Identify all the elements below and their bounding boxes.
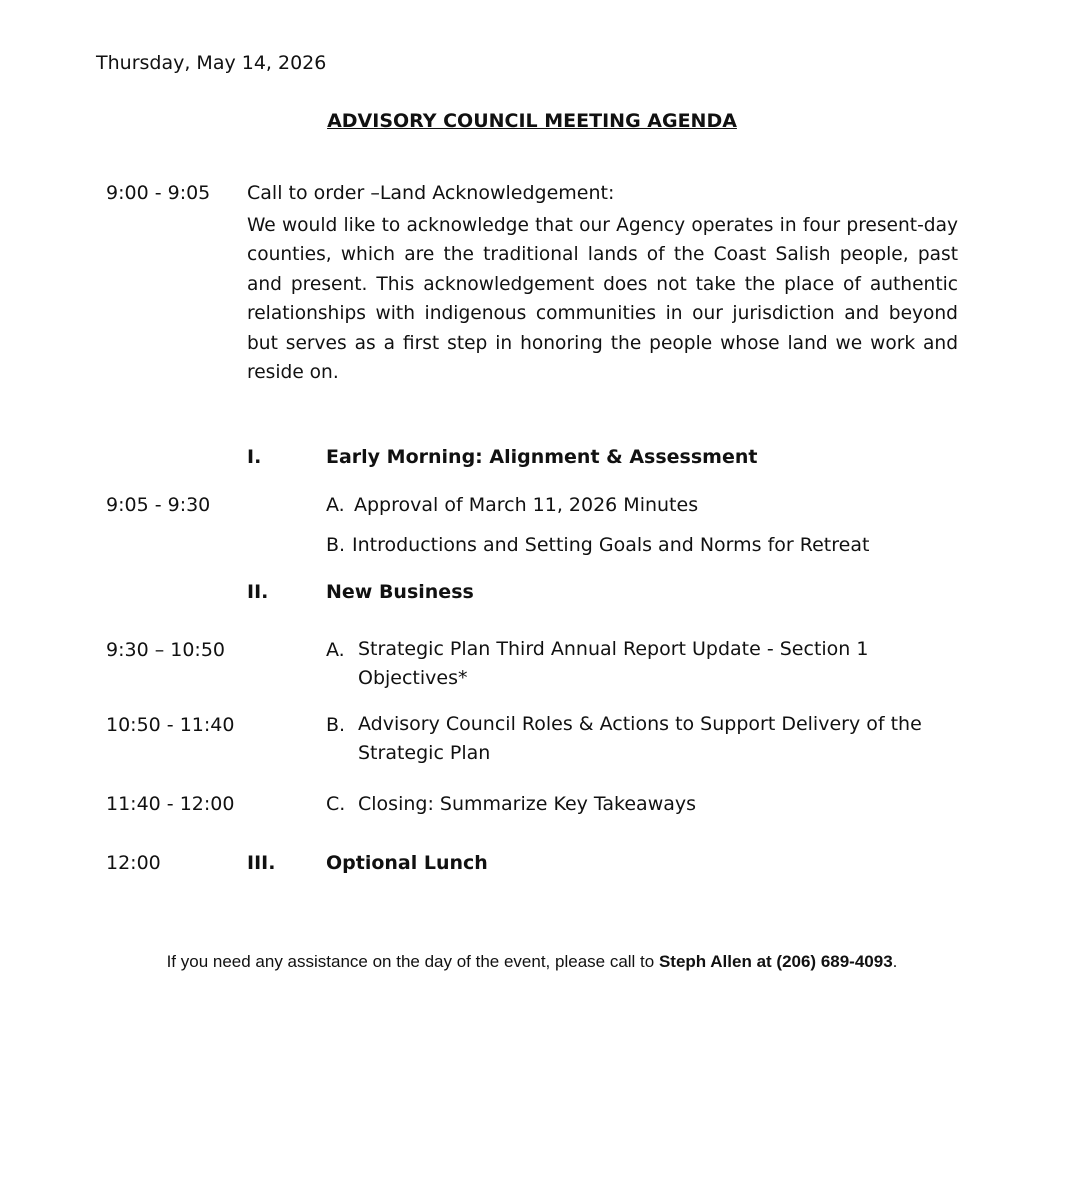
call-to-order-heading: Call to order –Land Acknowledgement: [247, 182, 615, 204]
item-2c-time: 11:40 - 12:00 [106, 793, 235, 815]
agenda-title: ADVISORY COUNCIL MEETING AGENDA [327, 110, 737, 132]
item-1b-text: Introductions and Setting Goals and Norms for Retreat [352, 534, 870, 556]
item-1a-text: Approval of March 11, 2026 Minutes [354, 494, 699, 516]
section-3-time: 12:00 [106, 852, 161, 874]
document-date: Thursday, May 14, 2026 [96, 52, 327, 74]
footer-prefix: If you need any assistance on the day of the event, please call to [166, 952, 659, 971]
section-2-numeral: II. [247, 581, 269, 603]
call-to-order-time: 9:00 - 9:05 [106, 182, 211, 204]
section-2-title: New Business [326, 581, 474, 603]
item-2a-text: Strategic Plan Third Annual Report Update - Section 1 Objectives* [358, 638, 869, 689]
assistance-footer [0, 952, 1064, 972]
section-3-title: Optional Lunch [326, 852, 488, 874]
item-1a-letter: A. [326, 494, 345, 516]
item-2b-letter: B. [326, 714, 346, 736]
section-1-numeral: I. [247, 446, 262, 468]
item-2c-text: Closing: Summarize Key Takeaways [358, 793, 697, 815]
item-2c-letter: C. [326, 793, 346, 815]
item-2b-text: Advisory Council Roles & Actions to Support Delivery of the Strategic Plan [358, 713, 922, 764]
section-3-numeral: III. [247, 852, 276, 874]
item-2a-letter: A. [326, 639, 345, 661]
item-1b-letter: B. [326, 534, 346, 556]
footer-contact: Steph Allen at (206) 689-4093 [658, 952, 893, 971]
item-2b-time: 10:50 - 11:40 [106, 714, 235, 736]
item-1a-time: 9:05 - 9:30 [106, 494, 211, 516]
section-1-title: Early Morning: Alignment & Assessment [326, 446, 758, 468]
footer-suffix: . [892, 952, 898, 971]
land-acknowledgement-text: We would like to acknowledge that our Agency operates in four present-day counties, which are the traditional lands of the Coast Salish people, past and present. This acknowledgement does not take the place of authentic relationships with indigenous communities in our jurisdiction and beyond but serves as a first step in honoring the people whose land we work and reside on. [247, 215, 958, 384]
item-2a-time: 9:30 – 10:50 [106, 639, 226, 661]
